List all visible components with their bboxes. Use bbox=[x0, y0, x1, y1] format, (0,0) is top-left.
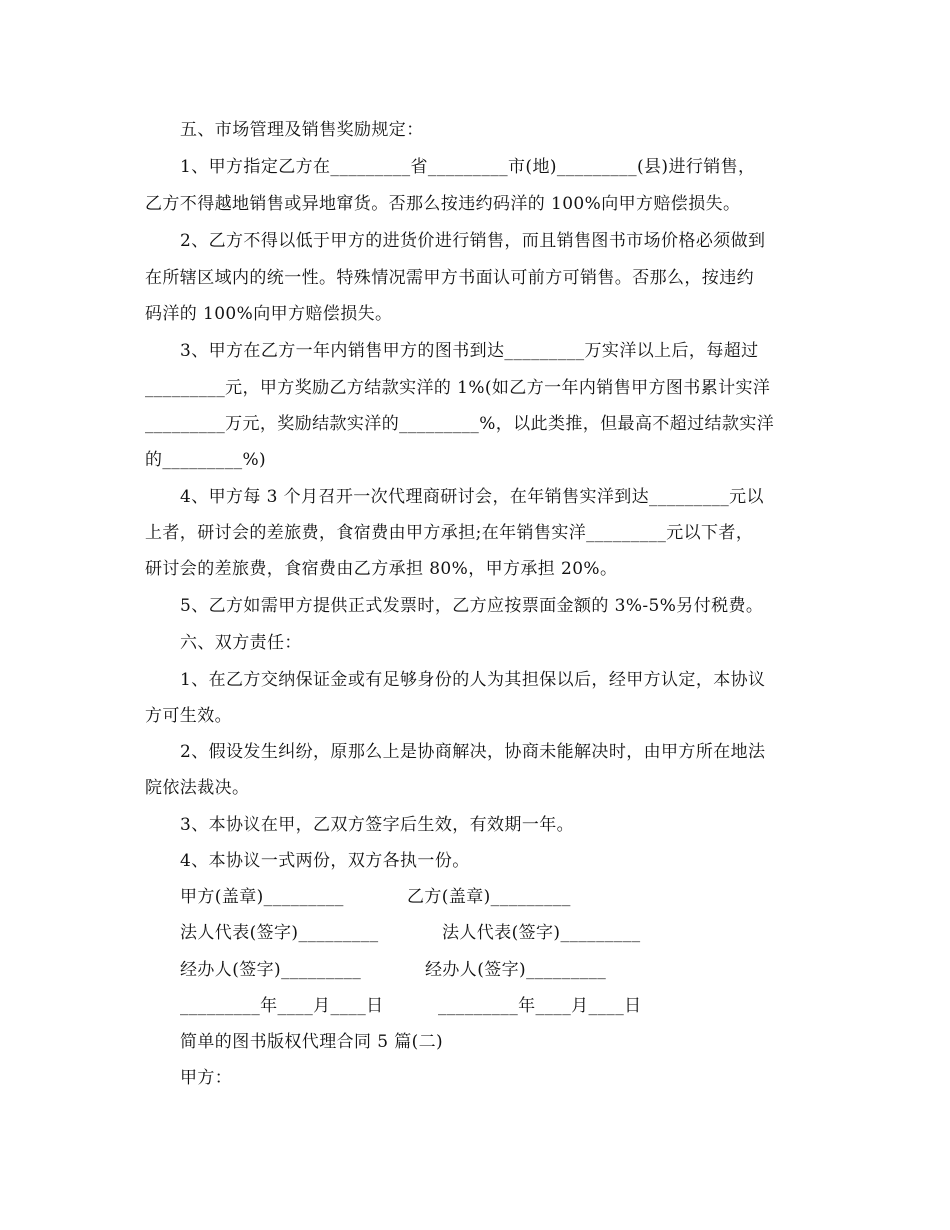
paragraph-line: 3、本协议在甲，乙双方签字后生效，有效期一年。 bbox=[180, 815, 575, 835]
next-party-label: 甲方： bbox=[180, 1068, 233, 1088]
party-a-seal-field: 甲方(盖章)_________ bbox=[180, 887, 344, 907]
section-heading-market: 五、市场管理及销售奖励规定： bbox=[180, 120, 424, 140]
next-section-title: 简单的图书版权代理合同 5 篇(二) bbox=[180, 1032, 444, 1052]
paragraph-line: 1、在乙方交纳保证金或有足够身份的人为其担保以后，经甲方认定，本协议 bbox=[180, 670, 766, 690]
party-b-agent-field: 经办人(签字)_________ bbox=[425, 960, 607, 980]
paragraph-line: 4、甲方每 3 个月召开一次代理商研讨会，在年销售实洋到达_________元以 bbox=[180, 487, 764, 507]
paragraph-line: 5、乙方如需甲方提供正式发票时，乙方应按票面金额的 3%-5%另付税费。 bbox=[180, 596, 764, 616]
paragraph-line: 在所辖区域内的统一性。特殊情况需甲方书面认可前方可销售。否那么，按违约 bbox=[145, 268, 754, 288]
paragraph-line: 2、乙方不得以低于甲方的进货价进行销售，而且销售图书市场价格必须做到 bbox=[180, 231, 766, 251]
paragraph-line: 方可生效。 bbox=[145, 706, 232, 726]
paragraph-line: 研讨会的差旅费，食宿费由乙方承担 80%，甲方承担 20%。 bbox=[145, 559, 618, 579]
paragraph-line: 1、甲方指定乙方在_________省_________市(地)_________(县)进行销售， bbox=[180, 157, 756, 177]
paragraph-line: 码洋的 100%向甲方赔偿损失。 bbox=[145, 304, 393, 324]
party-b-rep-field: 法人代表(签字)_________ bbox=[442, 923, 641, 943]
paragraph-line: 上者，研讨会的差旅费，食宿费由甲方承担;在年销售实洋_________元以下者， bbox=[145, 523, 754, 543]
paragraph-line: 3、甲方在乙方一年内销售甲方的图书到达_________万实洋以上后，每超过 bbox=[180, 341, 759, 361]
paragraph-line: 院依法裁决。 bbox=[145, 778, 250, 798]
section-heading-duties: 六、双方责任： bbox=[180, 633, 302, 653]
party-a-agent-field: 经办人(签字)_________ bbox=[180, 960, 362, 980]
party-b-date-field: _________年____月____日 bbox=[438, 996, 642, 1016]
paragraph-line: 4、本协议一式两份，双方各执一份。 bbox=[180, 851, 470, 871]
party-a-date-field: _________年____月____日 bbox=[180, 996, 384, 1016]
paragraph-line: 的_________%) bbox=[145, 450, 267, 470]
paragraph-line: 乙方不得越地销售或异地窜货。否那么按违约码洋的 100%向甲方赔偿损失。 bbox=[145, 194, 741, 214]
party-b-seal-field: 乙方(盖章)_________ bbox=[407, 887, 571, 907]
paragraph-line: _________元，甲方奖励乙方结款实洋的 1%(如乙方一年内销售甲方图书累计实洋 bbox=[145, 378, 771, 398]
paragraph-line: _________万元，奖励结款实洋的_________%，以此类推，但最高不超过结款实洋 bbox=[145, 414, 775, 434]
party-a-rep-field: 法人代表(签字)_________ bbox=[180, 923, 379, 943]
paragraph-line: 2、假设发生纠纷，原那么上是协商解决，协商未能解决时，由甲方所在地法 bbox=[180, 742, 766, 762]
